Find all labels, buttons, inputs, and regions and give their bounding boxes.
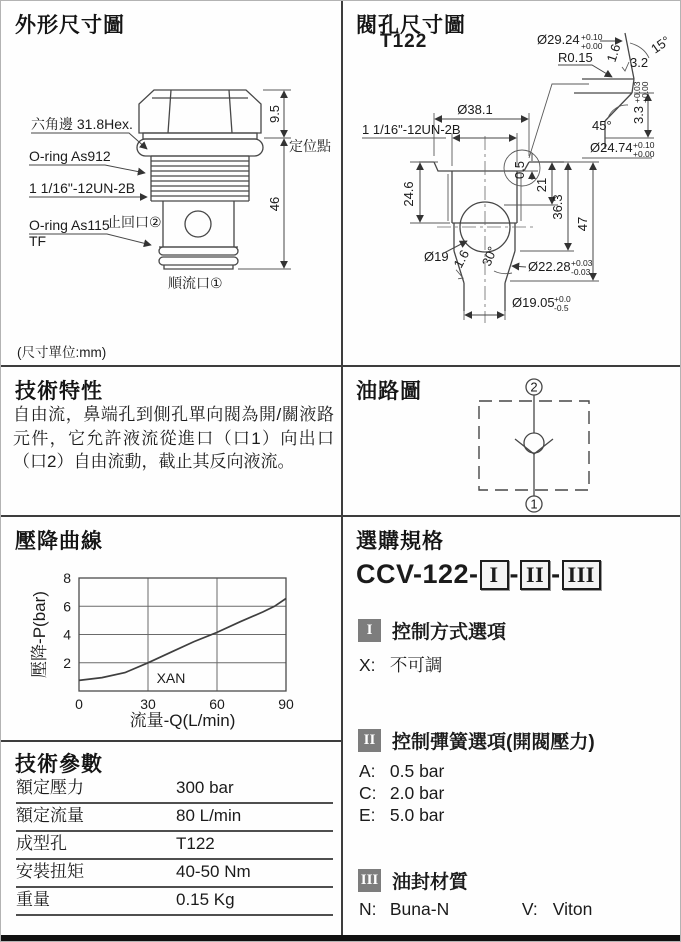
label-oring912: O-ring As912 — [29, 148, 111, 164]
option-code: A: — [359, 761, 376, 781]
section-parameters — [1, 742, 341, 935]
dim-d1905-tol-top: +0.0 — [554, 294, 571, 304]
leader-oring115 — [29, 234, 151, 245]
model-box-3: III — [562, 560, 601, 590]
section-title-cavity: 閥孔尺寸圖 — [356, 14, 466, 37]
section-circuit — [342, 367, 681, 515]
vertical-divider — [341, 1, 343, 935]
label-thread: 1 1/16"-12UN-2B — [29, 180, 136, 196]
param-value: 40-50 Nm — [176, 862, 251, 881]
cavity-drawing — [342, 1, 681, 365]
dim-a15: 15° — [648, 32, 673, 57]
dim-d246: 24.6 — [401, 181, 416, 207]
horizontal-divider-3 — [1, 740, 341, 742]
option-code: E: — [359, 805, 376, 825]
model-box-2: II — [520, 560, 550, 590]
y-tick: 8 — [63, 570, 71, 586]
model-code — [356, 559, 602, 590]
detail-leader — [529, 84, 589, 158]
cavity-model-code: T122 — [380, 31, 428, 52]
seal-option-v — [522, 899, 592, 919]
section-title-circuit: 油路圖 — [356, 380, 422, 403]
section-title-outline: 外形尺寸圖 — [15, 14, 125, 37]
dim-d381: Ø38.1 — [457, 102, 493, 117]
pressure-drop-chart — [1, 517, 341, 740]
option-group-1 — [358, 617, 506, 644]
groove-1 — [159, 247, 238, 255]
leader-d2228 — [512, 266, 526, 267]
dim-d29-tol-bot: +0.00 — [581, 41, 603, 51]
section-title-curve: 壓降曲線 — [15, 530, 103, 553]
param-row — [16, 832, 333, 860]
horizontal-divider-1 — [1, 365, 681, 367]
section-cavity-dimensions — [342, 1, 681, 365]
dim-d05: 0.5 — [512, 160, 527, 180]
option-item — [359, 805, 444, 826]
dim-s32: 3.2 — [630, 55, 649, 70]
dim-d2474: Ø24.74 — [590, 140, 633, 155]
port-2-label: 2 — [530, 379, 538, 395]
dim-r16: 1.6 — [450, 247, 473, 271]
group-2-heading: 控制彈簧選項(開閥壓力) — [392, 732, 595, 753]
section-pressure-curve — [1, 517, 341, 740]
features-text: 自由流，鼻端孔到側孔單向閥為開/關液路元件，它允許液流從進口（口1）向出口（口2）自由流動，截止其反向液流。 — [13, 405, 334, 471]
model-box-1: I — [480, 560, 509, 590]
dim-d1905: Ø19.05 — [512, 295, 555, 310]
label-oring115-tf: TF — [29, 233, 47, 249]
option-label: Viton — [552, 899, 593, 919]
hex-head-outline — [139, 90, 261, 133]
dim-9-5: 9.5 — [267, 104, 282, 124]
param-label: 重量 — [16, 890, 50, 909]
label-locating-point: 定位點 — [289, 138, 331, 154]
section-title-ordering: 選購規格 — [356, 530, 444, 553]
param-row — [16, 860, 333, 888]
param-value: 0.15 Kg — [176, 890, 235, 909]
unit-note: (尺寸單位:mm) — [17, 345, 107, 360]
option-code: N: — [359, 899, 377, 919]
finish-16-group — [446, 247, 475, 280]
label-oring115: O-ring As115 — [29, 217, 110, 233]
check-seat — [515, 439, 553, 454]
y-tick: 2 — [63, 654, 71, 671]
groove-2 — [159, 257, 238, 265]
option-group-2 — [358, 727, 595, 754]
dim-r015: R0.15 — [558, 50, 593, 65]
section-features — [1, 367, 341, 515]
x-tick: 90 — [278, 696, 294, 712]
dim-d47: 47 — [575, 216, 590, 232]
model-sep: - — [551, 559, 561, 589]
option-code: V: — [521, 899, 538, 919]
curve-label: XAN — [156, 670, 186, 687]
label-flow-port: 順流口① — [168, 275, 223, 291]
section-ordering — [342, 517, 681, 935]
extension-lines — [238, 90, 291, 269]
group-3-heading: 油封材質 — [392, 872, 469, 893]
dim-d33: 3.3 — [631, 105, 646, 125]
option-label: Buna-N — [389, 899, 450, 919]
dim-d29: Ø29.24 — [537, 32, 580, 47]
seal-option-n — [359, 899, 517, 920]
circuit-diagram — [342, 367, 681, 515]
group-1-heading: 控制方式選項 — [392, 622, 507, 643]
model-sep: - — [509, 559, 520, 589]
horizontal-divider-2 — [1, 515, 681, 517]
dim-d33-tol-top: +0.03 — [632, 81, 642, 103]
param-row — [16, 776, 333, 804]
param-label: 安裝扭矩 — [16, 862, 84, 881]
model-prefix: CCV-122- — [356, 559, 479, 589]
option-item — [359, 652, 442, 677]
dim-d19: Ø19 — [424, 249, 449, 264]
param-row — [16, 804, 333, 832]
param-label: 額定壓力 — [16, 778, 84, 797]
param-row — [16, 888, 333, 916]
dim-d29-tol-top: +0.10 — [581, 32, 603, 42]
x-axis-label: 流量-Q(L/min) — [129, 711, 236, 730]
param-value: 80 L/min — [176, 806, 242, 825]
option-label: 5.0 bar — [389, 805, 445, 825]
valve-body — [159, 201, 238, 247]
section-title-params: 技術參數 — [15, 753, 103, 776]
x-tick: 60 — [209, 696, 225, 712]
option-item — [359, 761, 444, 782]
option-code: X: — [359, 655, 376, 675]
dim-d2228: Ø22.28 — [528, 259, 571, 274]
finish-check-32 — [622, 62, 629, 71]
section-outline-dimensions — [1, 1, 341, 365]
dim-d1905-tol-bot: -0.5 — [554, 303, 569, 313]
group-3-badge: III — [358, 869, 381, 892]
option-group-3 — [358, 867, 468, 894]
dim-thread: 1 1/16"-12UN-2B — [362, 122, 461, 137]
arc-45deg — [608, 105, 628, 118]
check-ball — [524, 433, 544, 453]
dim-46: 46 — [267, 196, 282, 212]
dim-d21: 21 — [534, 177, 549, 193]
dim-s16: 1.6 — [603, 42, 624, 64]
leader-r015 — [558, 65, 612, 77]
cavity-top-surface — [419, 162, 564, 171]
group-2-badge: II — [358, 729, 381, 752]
side-port-hole — [185, 211, 211, 237]
dim-d2474-tol-bot: +0.00 — [633, 149, 655, 159]
oring-912 — [137, 139, 263, 156]
dim-d2474-tol-top: +0.10 — [633, 140, 655, 150]
option-label: 0.5 bar — [389, 761, 445, 781]
param-value: T122 — [176, 834, 215, 853]
group-1-badge: I — [358, 619, 381, 642]
param-label: 成型孔 — [16, 834, 67, 853]
label-hex: 六角邊 31.8Hex. — [31, 116, 133, 132]
hex-facet-lines — [152, 90, 248, 133]
dim-a30: 30° — [478, 244, 501, 269]
y-axis-label: 壓降-P(bar) — [30, 591, 49, 678]
dim-d33-tol-bot: +0.00 — [640, 81, 650, 103]
dim-33-group — [631, 81, 650, 124]
curve-XAN — [79, 599, 286, 681]
washer — [143, 133, 257, 139]
thread-section — [151, 156, 249, 201]
y-tick: 4 — [63, 626, 71, 643]
label-check-port: 止回口② — [107, 214, 162, 230]
option-code: C: — [359, 783, 377, 803]
dim-d363: 36.3 — [550, 194, 565, 220]
param-value: 300 bar — [176, 778, 234, 797]
param-label: 額定流量 — [16, 806, 84, 825]
dim-d2228-tol-bot: -0.03 — [571, 267, 591, 277]
dim-a45: 45° — [592, 118, 612, 133]
option-label: 2.0 bar — [389, 783, 445, 803]
leader-hex — [31, 133, 147, 149]
option-item — [359, 783, 444, 804]
x-tick: 30 — [140, 696, 156, 712]
footer-bar — [1, 935, 681, 942]
section-title-features: 技術特性 — [15, 380, 103, 403]
option-label: 不可調 — [389, 655, 443, 675]
y-tick: 6 — [63, 598, 71, 615]
port-1-label: 1 — [530, 496, 538, 512]
dim-d2228-tol-top: +0.03 — [571, 258, 593, 268]
option-item — [359, 899, 592, 920]
x-tick: 0 — [75, 696, 83, 712]
leader-oring912 — [29, 165, 145, 173]
cartridge-outline-drawing — [1, 1, 341, 365]
